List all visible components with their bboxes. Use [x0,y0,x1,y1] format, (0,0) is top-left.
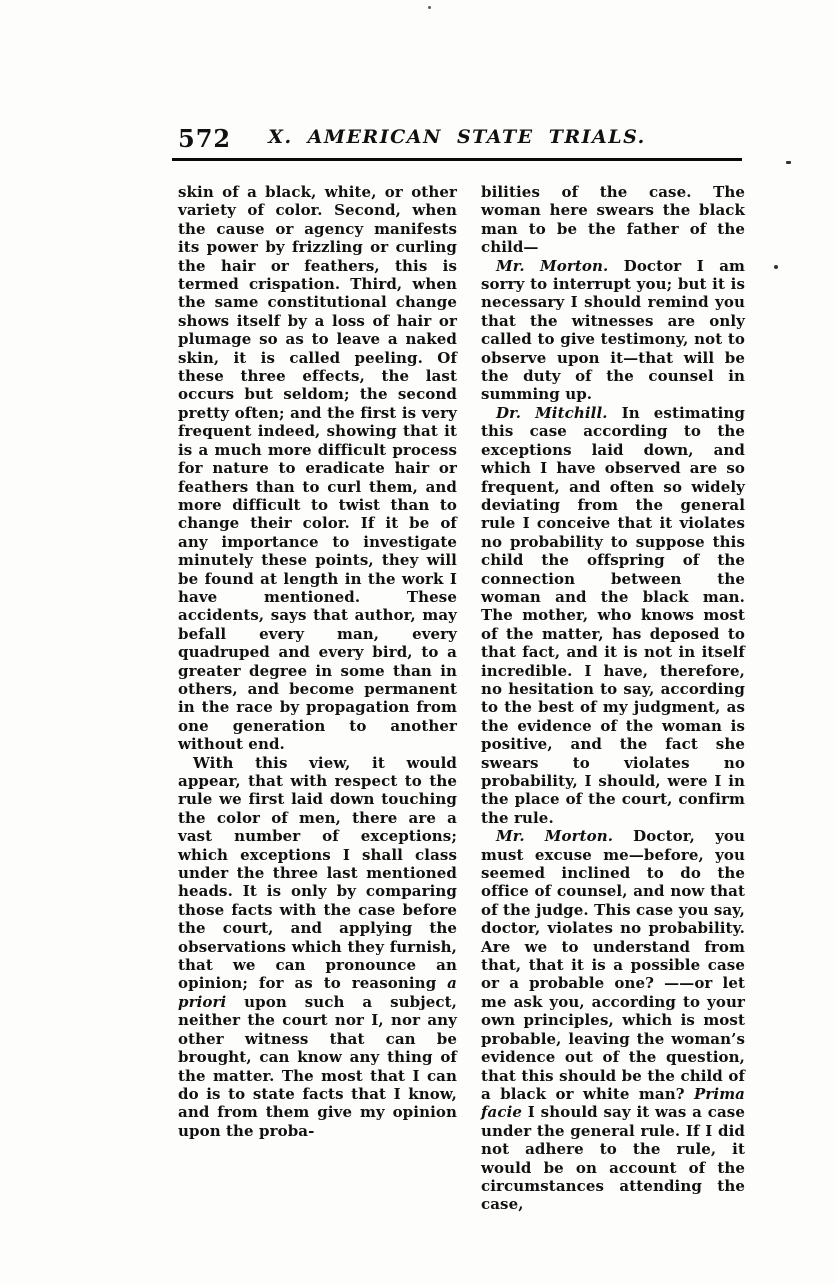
page-header [172,122,742,158]
paragraph [178,754,457,1141]
text-run: With this view, it would appear, that with respect to the rule we first laid down touching the color of men, there are a vast number of exceptions; which exceptions I shall class under the three last mentioned heads. It is only by comparing those facts with the case before the court, and applying the observations which they furnish, that we can pronounce an opinion; for as to reasoning [178,753,457,993]
italic-text-run: Mr. Morton. [496,256,609,275]
running-head-title: X. AMERICAN STATE TRIALS. [268,126,646,148]
scan-artifact-dot [786,161,791,164]
italic-text-run: a priori [178,974,457,1011]
italic-text-run: Dr. Mitchill. [496,403,608,422]
text-run: In estimating this case according to the exceptions laid down, and which I have observed are so frequent, and often so widely deviating from the general rule I conceive that it violates no probability to suppose this child the offspring of the connection between the woman and the black man. The mother, who knows most of the matter, has deposed to that fact, and it is not in itself incredible. I have, therefore, no hesitation to say, according to the best of my judgment, as the evidence of the woman is positive, and the fact she swears to violates no probability, I should, were I in the place of the court, confirm the rule. [481,403,745,827]
paragraph [481,404,745,827]
paragraph [481,257,745,404]
scan-artifact-dot [774,265,778,269]
paragraph [178,183,457,754]
text-run: bilities of the case. The woman here swears the black man to be the father of the child— [481,183,745,257]
text-run: Doctor I am sorry to interrupt you; but it is necessary I should remind you that the witnesses are only called to give testimony, not to observe upon it—that will be the duty of the counsel in summing up. [481,256,745,404]
italic-text-run: Prima facie [481,1084,745,1122]
paragraph [481,183,745,257]
scan-artifact-dot [428,6,431,9]
text-run: I should say it was a case under the general rule. If I did not adhere to the rule, it would be on account of the circumstances attending the case, [481,1103,745,1214]
paragraph [481,827,745,1214]
text-run: skin of a black, white, or other variety of color. Second, when the cause or agency manifests its power by frizzling or curling the hair or feathers, this is termed crispation. Third, when the same constitutional change shows itself by a loss of hair or plumage so as to leave a naked skin, it is called peeling. Of these three effects, the last occurs but seldom; the second pretty often; and the first is very frequent indeed, showing that it is a much more difficult process for nature to eradicate hair or feathers than to curl them, and more difficult to twist than to change their color. If it be of any importance to investigate minutely these points, they will be found at length in the work I have mentioned. These accidents, says that author, may befall every man, every quadruped and every bird, to a greater degree in some than in others, and become permanent in the race by propagation from one generation to another without end. [178,183,457,754]
text-run: Doctor, you must excuse me—before, you seemed inclined to do the office of counsel, and now that of the judge. This case you say, doctor, violates no probability. Are we to understand from that, that it is a possible case or a probable one? ——or let me ask you, according to your own principles, which is most probable, leaving the woman’s evidence out of the question, that this should be the child of a black or white man? [481,827,746,1103]
header-rule [172,158,742,161]
text-run: upon such a subject, neither the court nor I, nor any other witness that can be brought, can know any thing of the matter. The most that I can do is to state facts that I know, and from them give my opinion upon the proba- [178,992,457,1140]
page-number: 572 [178,124,232,153]
text-column-right [481,183,745,1214]
italic-text-run: Mr. Morton. [496,827,614,846]
text-column-left [178,183,457,1140]
